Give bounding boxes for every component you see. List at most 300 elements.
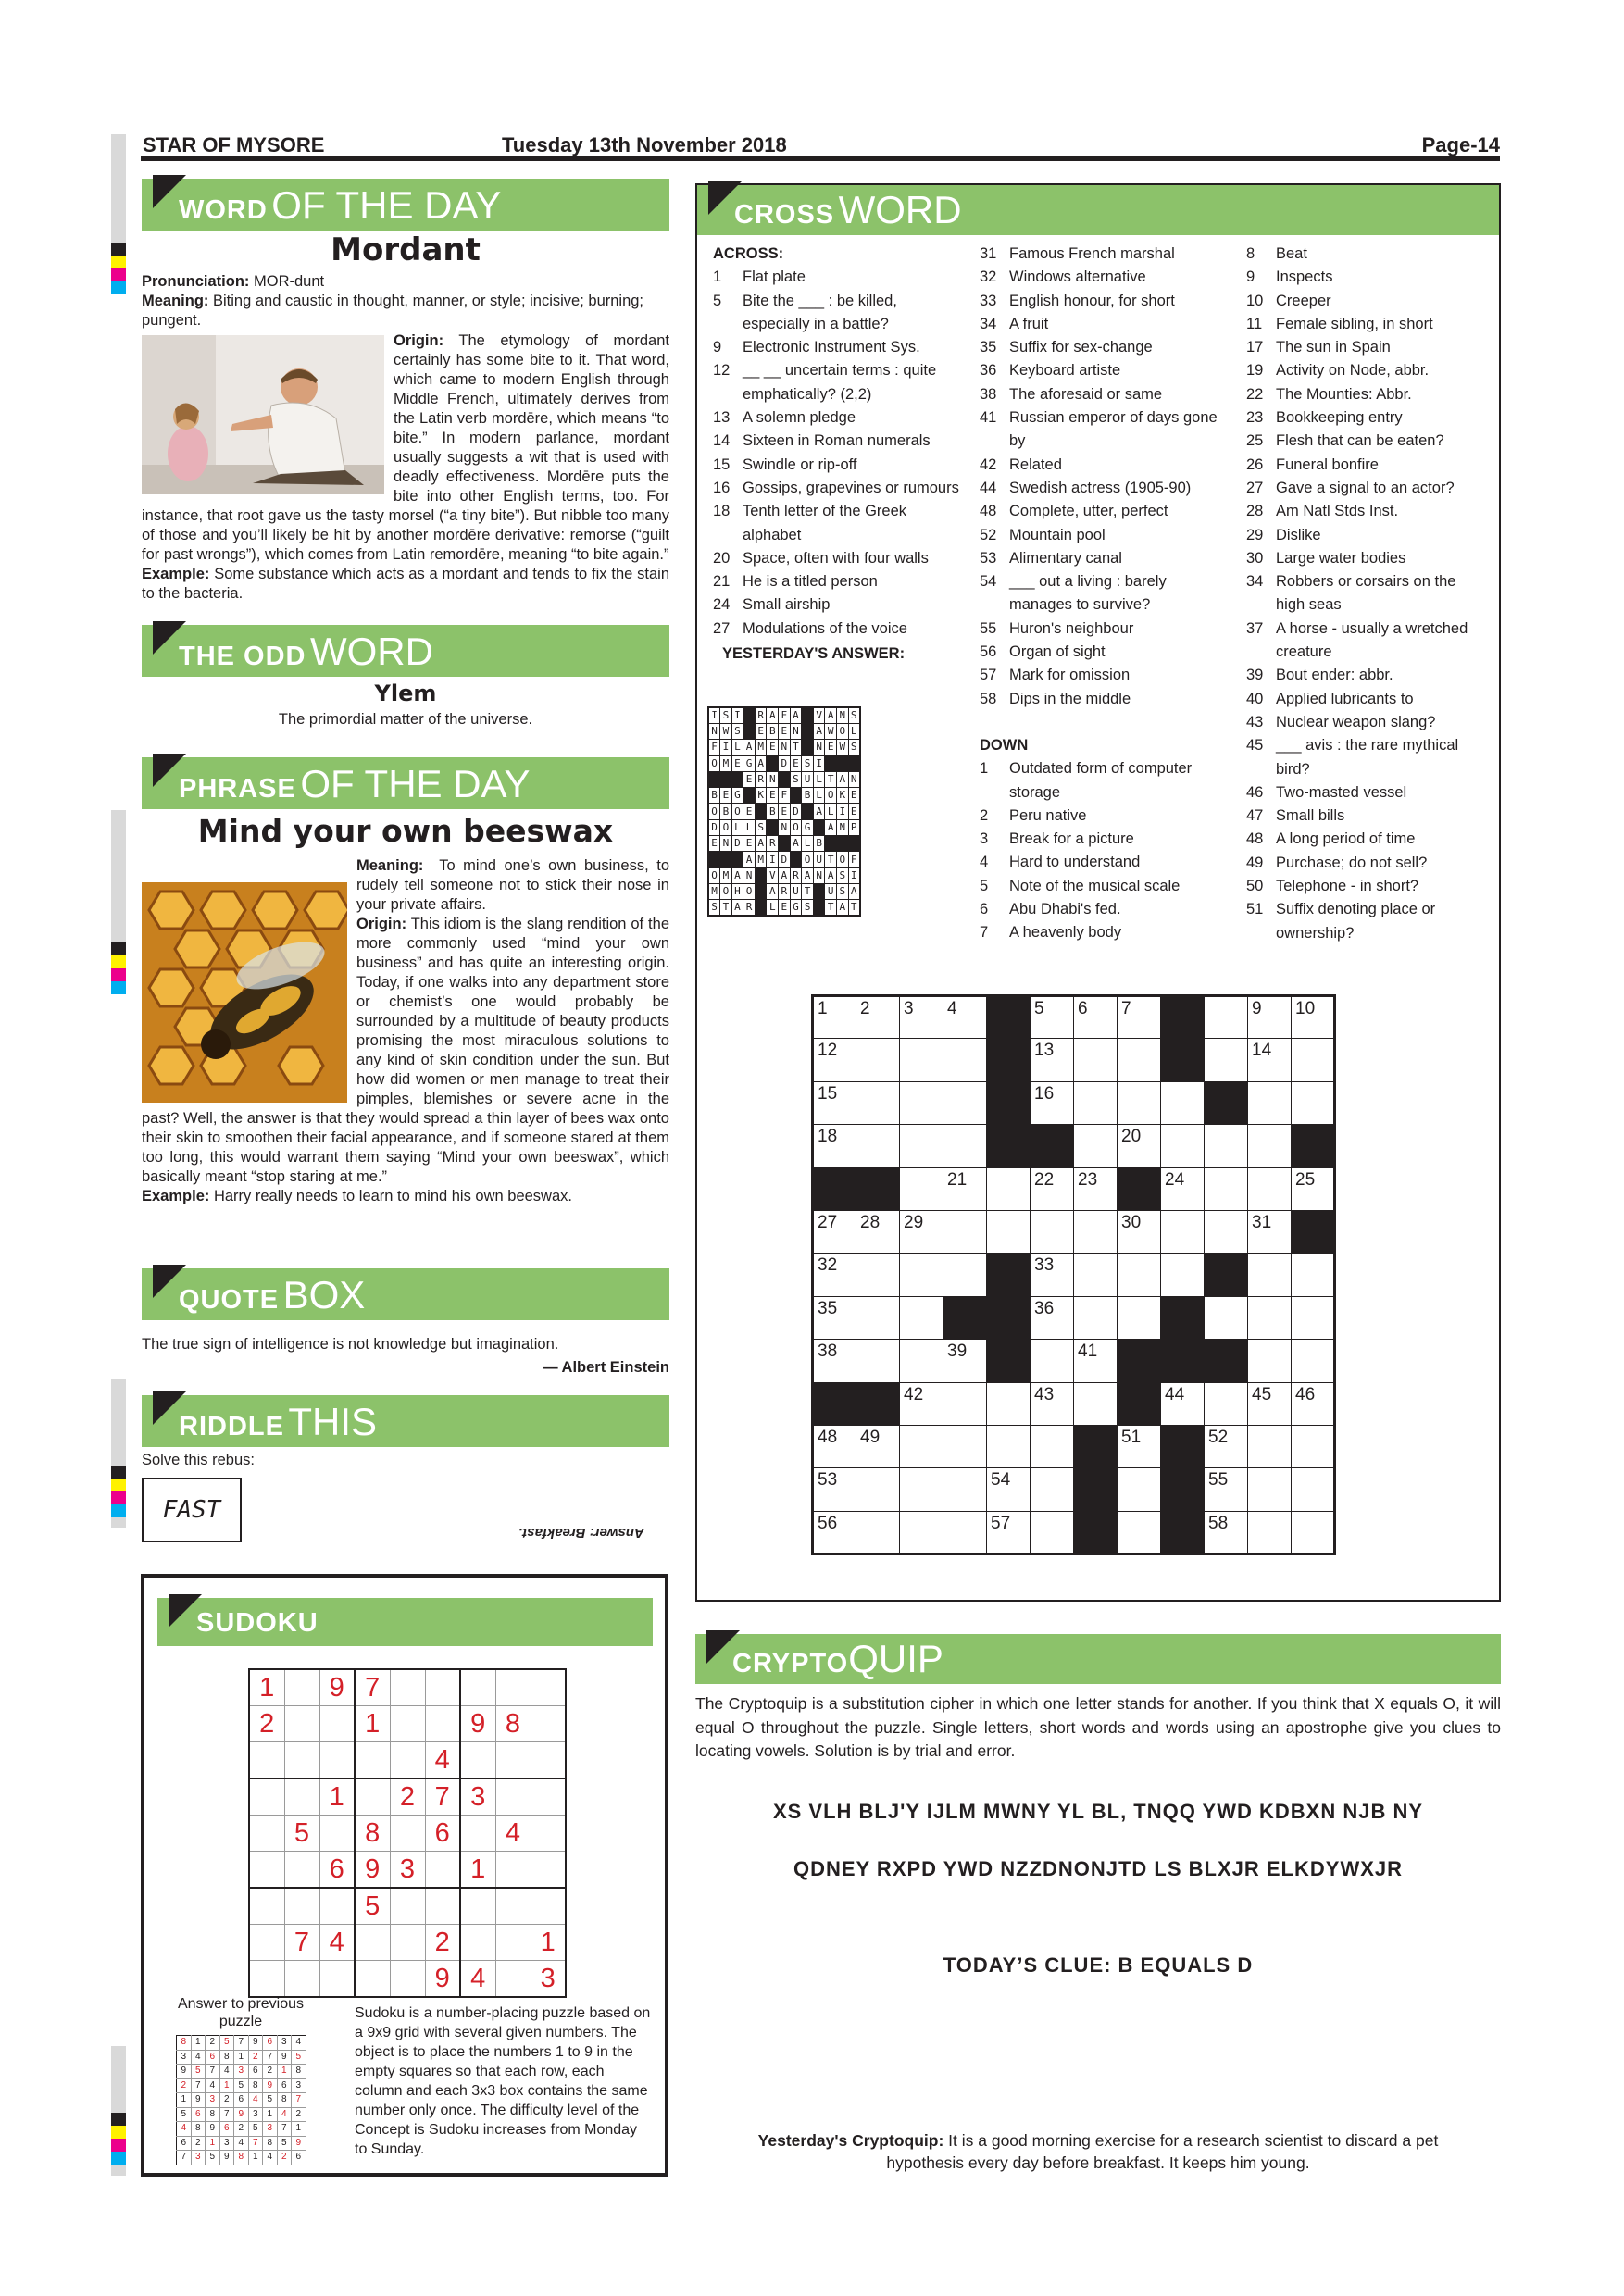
- prev-sudoku-cell: 3: [206, 2093, 220, 2108]
- crossword-cell[interactable]: [900, 1210, 943, 1253]
- answer-letter: T: [802, 883, 814, 899]
- clue-number: 52: [980, 526, 997, 543]
- crossword-cell[interactable]: [943, 1511, 987, 1554]
- crossword-cell[interactable]: [1074, 1125, 1118, 1167]
- crossword-cell[interactable]: [1248, 1382, 1292, 1425]
- sudoku-cell[interactable]: [495, 1888, 531, 1925]
- crossword-cell[interactable]: [1031, 1296, 1074, 1339]
- crossword-cell[interactable]: [943, 1210, 987, 1253]
- sudoku-cell[interactable]: [495, 1925, 531, 1961]
- crossword-cell[interactable]: [943, 1039, 987, 1081]
- crossword-cell[interactable]: [1074, 1081, 1118, 1124]
- clue-item: [1246, 383, 1489, 406]
- crossword-cell[interactable]: [1161, 1254, 1205, 1296]
- crossword-cell[interactable]: [1205, 996, 1248, 1039]
- answer-letter: N: [779, 740, 791, 755]
- black-square: [987, 1081, 1031, 1124]
- crossword-cell[interactable]: [987, 1511, 1031, 1554]
- clue-text: Dips in the middle: [1009, 690, 1131, 707]
- crossword-cell[interactable]: [1074, 1210, 1118, 1253]
- crossword-cell[interactable]: [813, 1081, 856, 1124]
- crossword-cell[interactable]: [1248, 1340, 1292, 1382]
- clue-number: 17: [1246, 339, 1264, 356]
- crossword-cell[interactable]: [1161, 1125, 1205, 1167]
- sudoku-cell: 1: [531, 1925, 566, 1961]
- crossword-cell[interactable]: [1248, 1468, 1292, 1511]
- clue-item: [713, 336, 963, 359]
- sudoku-cell[interactable]: [355, 1925, 390, 1961]
- answer-letter: B: [802, 788, 814, 804]
- crossword-cell[interactable]: [1292, 1468, 1335, 1511]
- answer-letter: A: [731, 900, 743, 917]
- crossword-cell[interactable]: [1292, 996, 1335, 1039]
- cell-number: 16: [1034, 1083, 1055, 1104]
- sudoku-cell: 3: [390, 1852, 425, 1889]
- crossword-cell[interactable]: [943, 1125, 987, 1167]
- clue-number: 50: [1246, 878, 1264, 895]
- crossword-cell[interactable]: [813, 1425, 856, 1467]
- black-square: [731, 852, 743, 867]
- prev-sudoku-cell: 2: [234, 2122, 249, 2137]
- prev-sudoku-cell: 3: [292, 2078, 306, 2093]
- clue-item: [980, 524, 1230, 547]
- crossword-cell[interactable]: [1031, 1382, 1074, 1425]
- clue-number: 9: [713, 339, 722, 356]
- answer-letter: N: [837, 819, 849, 835]
- answer-letter: T: [848, 900, 860, 917]
- sudoku-cell[interactable]: [531, 1706, 566, 1742]
- prev-sudoku-cell: 6: [277, 2078, 292, 2093]
- clue-text: Russian emperor of days gone by: [1009, 409, 1218, 450]
- prev-sudoku-cell: 6: [248, 2065, 263, 2079]
- answer-letter: A: [825, 867, 837, 883]
- crossword-cell[interactable]: [1031, 1081, 1074, 1124]
- crossword-cell[interactable]: [856, 1511, 900, 1554]
- answer-letter: U: [825, 883, 837, 899]
- crossword-cell[interactable]: [943, 996, 987, 1039]
- crossword-cell[interactable]: [856, 1210, 900, 1253]
- crossword-cell[interactable]: [1248, 996, 1292, 1039]
- crossword-cell[interactable]: [1161, 1081, 1205, 1124]
- sudoku-cell[interactable]: [460, 1816, 495, 1852]
- crossword-cell[interactable]: [943, 1340, 987, 1382]
- crossword-cell[interactable]: [1118, 1296, 1161, 1339]
- clue-item: [980, 477, 1230, 500]
- crossword-cell[interactable]: [1118, 1511, 1161, 1554]
- black-square: [1205, 1254, 1248, 1296]
- crossword-cell[interactable]: [1292, 1081, 1335, 1124]
- sudoku-cell[interactable]: [355, 1778, 390, 1816]
- answer-letter: N: [837, 707, 849, 724]
- clue-text: Female sibling, in short: [1276, 315, 1433, 332]
- answer-letter: A: [767, 883, 779, 899]
- black-square: [987, 1254, 1031, 1296]
- prev-sudoku-cell: 4: [292, 2036, 306, 2051]
- crossword-cell[interactable]: [813, 1340, 856, 1382]
- crossword-cell[interactable]: [900, 1296, 943, 1339]
- answer-letter: D: [731, 836, 743, 852]
- crossword-cell[interactable]: [1161, 1210, 1205, 1253]
- clue-number: 9: [1246, 268, 1255, 286]
- sudoku-cell[interactable]: [460, 1669, 495, 1706]
- crossword-cell[interactable]: [1074, 1296, 1118, 1339]
- crossword-cell[interactable]: [1074, 1382, 1118, 1425]
- answer-letter: A: [779, 867, 791, 883]
- black-square: [743, 788, 756, 804]
- sudoku-cell[interactable]: [319, 1816, 355, 1852]
- sudoku-cell[interactable]: [319, 1961, 355, 1998]
- crossword-cell[interactable]: [1248, 1210, 1292, 1253]
- crossword-cell[interactable]: [1248, 1125, 1292, 1167]
- prev-sudoku-cell: 4: [248, 2093, 263, 2108]
- crossword-cell[interactable]: [1292, 1340, 1335, 1382]
- sudoku-cell[interactable]: [495, 1669, 531, 1706]
- sudoku-cell[interactable]: [319, 1742, 355, 1779]
- black-square: [987, 996, 1031, 1039]
- crossword-cell[interactable]: [900, 1382, 943, 1425]
- crossword-cell[interactable]: [1031, 1039, 1074, 1081]
- sudoku-cell[interactable]: [495, 1742, 531, 1779]
- sudoku-cell[interactable]: [355, 1742, 390, 1779]
- cell-number: 57: [991, 1513, 1011, 1533]
- cell-number: 39: [947, 1341, 968, 1362]
- crossword-cell[interactable]: [943, 1425, 987, 1467]
- word-origin: Origin: The etymology of mordant certainly has some bite to it. That word, which came to modern English through Middle French, ultimately derives from the Latin verb mordēre, which means “to bite.” In modern parlance, mordant usually suggests a wit that is used with deadly effectiveness. Mordēre puts the bite into other English terms, too. For instance, that root gave us the tasty morsel (“a tiny bite”). But nibble too many of those and you’ll likely be hit by another mordēre derivative: remorse (“guilt for past wrongs”), which comes from Latin remordēre, meaning “to bite again.”: [142, 332, 669, 563]
- crossword-cell[interactable]: [856, 1468, 900, 1511]
- clue-text: Purchase; do not sell?: [1276, 854, 1428, 871]
- clue-text: Small bills: [1276, 807, 1345, 825]
- sudoku-cell[interactable]: [531, 1778, 566, 1816]
- sudoku-cell[interactable]: [390, 1669, 425, 1706]
- crossword-cell[interactable]: [1205, 1468, 1248, 1511]
- crossword-cell[interactable]: [856, 1125, 900, 1167]
- registration-marks: [111, 243, 126, 294]
- crossword-cell[interactable]: [856, 1039, 900, 1081]
- sudoku-cell[interactable]: [249, 1778, 284, 1816]
- clue-item: [980, 828, 1230, 851]
- crossword-cell[interactable]: [1074, 1254, 1118, 1296]
- clue-text: Alimentary canal: [1009, 549, 1122, 567]
- crossword-cell[interactable]: [1074, 996, 1118, 1039]
- crossword-cell[interactable]: [1205, 1425, 1248, 1467]
- clue-text: Sixteen in Roman numerals: [743, 432, 931, 450]
- sudoku-cell[interactable]: [390, 1816, 425, 1852]
- cryptoquip-clue: TODAY’S CLUE: B EQUALS D: [943, 1953, 1254, 1977]
- crossword-cell[interactable]: [1031, 1210, 1074, 1253]
- clue-item: [1246, 711, 1489, 734]
- crossword-cell[interactable]: [856, 1425, 900, 1467]
- clue-text: Flat plate: [743, 268, 806, 286]
- prev-sudoku-cell: 7: [219, 2107, 234, 2122]
- clue-item: [713, 359, 963, 406]
- sudoku-cell: 3: [460, 1778, 495, 1816]
- prev-sudoku-cell: 7: [177, 2151, 192, 2165]
- sudoku-cell[interactable]: [425, 1706, 460, 1742]
- clue-number: 58: [980, 690, 997, 707]
- crossword-cell[interactable]: [900, 996, 943, 1039]
- sudoku-cell[interactable]: [531, 1888, 566, 1925]
- sudoku-cell[interactable]: [425, 1852, 460, 1889]
- answer-letter: M: [755, 852, 767, 867]
- crossword-cell[interactable]: [900, 1511, 943, 1554]
- crossword-cell[interactable]: [1074, 1167, 1118, 1210]
- crossword-cell[interactable]: [1292, 1425, 1335, 1467]
- clue-item: [713, 500, 963, 547]
- answer-letter: O: [720, 819, 732, 835]
- clue-number: 57: [980, 667, 997, 684]
- crossword-cell[interactable]: [1118, 1425, 1161, 1467]
- clue-number: 1: [713, 268, 722, 286]
- sudoku-cell[interactable]: [390, 1742, 425, 1779]
- cell-number: 38: [818, 1341, 838, 1362]
- sudoku-cell[interactable]: [390, 1888, 425, 1925]
- crossword-cell[interactable]: [987, 1210, 1031, 1253]
- crossword-grid: [811, 994, 1336, 1555]
- crossword-cell[interactable]: [1248, 1254, 1292, 1296]
- clue-item: [1246, 243, 1489, 266]
- crossword-cell[interactable]: [813, 1039, 856, 1081]
- crossword-cell[interactable]: [1031, 1468, 1074, 1511]
- crossword-cell[interactable]: [1031, 1167, 1074, 1210]
- answer-letter: O: [837, 724, 849, 740]
- crossword-cell[interactable]: [1205, 1511, 1248, 1554]
- crossword-cell[interactable]: [1248, 1511, 1292, 1554]
- crossword-cell[interactable]: [1031, 1254, 1074, 1296]
- crossword-cell[interactable]: [1118, 1468, 1161, 1511]
- clue-text: Keyboard artiste: [1009, 362, 1121, 380]
- sudoku-cell[interactable]: [531, 1816, 566, 1852]
- crossword-cell[interactable]: [1292, 1296, 1335, 1339]
- crossword-cell[interactable]: [1248, 1425, 1292, 1467]
- crossword-cell[interactable]: [900, 1425, 943, 1467]
- clue-number: 54: [980, 573, 997, 591]
- crossword-cell[interactable]: [1031, 996, 1074, 1039]
- answer-letter: O: [825, 788, 837, 804]
- sudoku-cell[interactable]: [531, 1742, 566, 1779]
- answer-letter: I: [708, 707, 720, 724]
- prev-sudoku-cell: 5: [177, 2107, 192, 2122]
- crossword-cell[interactable]: [1161, 1167, 1205, 1210]
- black-square: [1161, 1039, 1205, 1081]
- sudoku-cell[interactable]: [284, 1961, 319, 1998]
- prev-sudoku-cell: 5: [191, 2065, 206, 2079]
- sudoku-cell: 6: [425, 1816, 460, 1852]
- sudoku-cell[interactable]: [531, 1669, 566, 1706]
- cell-number: 29: [904, 1212, 924, 1232]
- crossword-cell[interactable]: [1292, 1382, 1335, 1425]
- sudoku-cell[interactable]: [460, 1925, 495, 1961]
- crossword-cell[interactable]: [1248, 1039, 1292, 1081]
- crossword-cell[interactable]: [856, 1296, 900, 1339]
- crossword-cell[interactable]: [900, 1167, 943, 1210]
- crossword-cell[interactable]: [987, 1468, 1031, 1511]
- sudoku-cell[interactable]: [495, 1852, 531, 1889]
- crossword-cell[interactable]: [1205, 1039, 1248, 1081]
- black-square: [1118, 1167, 1161, 1210]
- sudoku-cell: 3: [531, 1961, 566, 1998]
- clue-number: 1: [980, 760, 989, 778]
- sudoku-cell[interactable]: [284, 1669, 319, 1706]
- crossword-cell[interactable]: [1205, 1125, 1248, 1167]
- crossword-cell[interactable]: [813, 1210, 856, 1253]
- sudoku-cell[interactable]: [249, 1852, 284, 1889]
- crossword-cell[interactable]: [813, 1468, 856, 1511]
- cell-number: 52: [1208, 1427, 1229, 1447]
- crossword-cell[interactable]: [1074, 1340, 1118, 1382]
- crossword-cell[interactable]: [1118, 1081, 1161, 1124]
- crossword-cell[interactable]: [856, 1254, 900, 1296]
- cell-number: 10: [1295, 999, 1316, 1018]
- sudoku-cell[interactable]: [249, 1925, 284, 1961]
- sudoku-cell[interactable]: [425, 1669, 460, 1706]
- word-meaning: Meaning: Biting and caustic in thought, manner, or style; incisive; burning; pungent.: [142, 293, 644, 329]
- crossword-cell[interactable]: [1292, 1511, 1335, 1554]
- answer-letter: G: [743, 755, 756, 771]
- crossword-cell[interactable]: [1292, 1167, 1335, 1210]
- crossword-cell[interactable]: [1292, 1254, 1335, 1296]
- crossword-cell[interactable]: [943, 1382, 987, 1425]
- black-square: [1074, 1511, 1118, 1554]
- clue-item: [713, 477, 963, 500]
- crossword-cell[interactable]: [943, 1254, 987, 1296]
- crossword-cell[interactable]: [813, 1254, 856, 1296]
- crossword-cell[interactable]: [900, 1081, 943, 1124]
- sudoku-cell[interactable]: [249, 1742, 284, 1779]
- crossword-cell[interactable]: [813, 1125, 856, 1167]
- crossword-cell[interactable]: [1161, 1382, 1205, 1425]
- registration-marks: [111, 1466, 126, 1517]
- quote-header: QUOTE BOX: [142, 1268, 669, 1320]
- cell-number: 6: [1078, 999, 1088, 1018]
- black-square: [779, 836, 791, 852]
- crossword-cell[interactable]: [987, 1425, 1031, 1467]
- crossword-cell[interactable]: [900, 1254, 943, 1296]
- clue-item: [1246, 875, 1489, 898]
- sudoku-cell[interactable]: [495, 1961, 531, 1998]
- cell-number: 28: [860, 1212, 881, 1232]
- prev-sudoku-cell: 6: [292, 2151, 306, 2165]
- crossword-cell[interactable]: [943, 1468, 987, 1511]
- crossword-cell[interactable]: [1205, 1210, 1248, 1253]
- black-square: [720, 852, 732, 867]
- answer-letter: I: [731, 707, 743, 724]
- crossword-cell[interactable]: [943, 1167, 987, 1210]
- cell-number: 7: [1121, 999, 1131, 1018]
- crossword-cell[interactable]: [1118, 1210, 1161, 1253]
- sudoku-cell[interactable]: [284, 1706, 319, 1742]
- sudoku-cell[interactable]: [390, 1961, 425, 1998]
- clue-item: [713, 430, 963, 453]
- sudoku-cell[interactable]: [319, 1888, 355, 1925]
- crossword-cell[interactable]: [1118, 1039, 1161, 1081]
- sudoku-cell[interactable]: [249, 1816, 284, 1852]
- sudoku-grid: [248, 1668, 567, 1998]
- sudoku-cell[interactable]: [425, 1888, 460, 1925]
- clue-number: 55: [980, 619, 997, 637]
- prev-sudoku-cell: 2: [277, 2151, 292, 2165]
- sudoku-cell[interactable]: [284, 1852, 319, 1889]
- crossword-cell[interactable]: [856, 1340, 900, 1382]
- crossword-cell[interactable]: [1074, 1039, 1118, 1081]
- sudoku-cell[interactable]: [460, 1742, 495, 1779]
- crossword-cell[interactable]: [987, 1167, 1031, 1210]
- crossword-cell[interactable]: [1248, 1081, 1292, 1124]
- crossword-cell[interactable]: [900, 1125, 943, 1167]
- sudoku-cell[interactable]: [284, 1888, 319, 1925]
- across-clues-col1: [713, 243, 963, 666]
- sudoku-cell[interactable]: [390, 1706, 425, 1742]
- crossword-cell[interactable]: [987, 1382, 1031, 1425]
- answer-letter: T: [825, 852, 837, 867]
- sudoku-cell[interactable]: [284, 1778, 319, 1816]
- crossword-cell[interactable]: [813, 996, 856, 1039]
- phrase-title: Mind your own beeswax: [197, 813, 614, 849]
- crossword-cell[interactable]: [1118, 996, 1161, 1039]
- crossword-cell[interactable]: [813, 1511, 856, 1554]
- crossword-cell[interactable]: [900, 1468, 943, 1511]
- crossword-cell[interactable]: [1248, 1167, 1292, 1210]
- crossword-cell[interactable]: [1292, 1039, 1335, 1081]
- clue-text: A horse - usually a wretched creature: [1276, 619, 1468, 661]
- clue-number: 30: [1246, 549, 1264, 567]
- black-square: [755, 900, 767, 917]
- crossword-cell[interactable]: [1205, 1382, 1248, 1425]
- word-example: Example: Some substance which acts as a mordant and tends to fix the stain to the bacteria.: [142, 566, 669, 602]
- clue-text: A heavenly body: [1009, 924, 1122, 942]
- sudoku-cell[interactable]: [249, 1961, 284, 1998]
- sudoku-cell[interactable]: [495, 1778, 531, 1816]
- clue-number: 10: [1246, 292, 1264, 309]
- answer-letter: A: [767, 707, 779, 724]
- sudoku-cell[interactable]: [390, 1925, 425, 1961]
- crossword-cell[interactable]: [943, 1081, 987, 1124]
- crossword-cell[interactable]: [900, 1039, 943, 1081]
- crossword-cell[interactable]: [1031, 1340, 1074, 1382]
- cell-number: 22: [1034, 1169, 1055, 1190]
- crossword-cell[interactable]: [1118, 1254, 1161, 1296]
- clue-item: [980, 406, 1230, 454]
- answer-letter: F: [708, 740, 720, 755]
- answer-letter: N: [848, 771, 860, 787]
- prev-sudoku-cell: 4: [263, 2151, 278, 2165]
- sudoku-cell[interactable]: [249, 1888, 284, 1925]
- crossword-cell[interactable]: [1031, 1425, 1074, 1467]
- crossword-cell[interactable]: [813, 1296, 856, 1339]
- prev-sudoku-cell: 6: [191, 2107, 206, 2122]
- crossword-cell[interactable]: [1205, 1296, 1248, 1339]
- crossword-cell[interactable]: [856, 996, 900, 1039]
- answer-letter: L: [848, 724, 860, 740]
- crossword-cell[interactable]: [856, 1081, 900, 1124]
- answer-letter: W: [837, 740, 849, 755]
- crossword-cell[interactable]: [1205, 1167, 1248, 1210]
- black-square: [837, 836, 849, 852]
- crossword-cell[interactable]: [1118, 1125, 1161, 1167]
- crossword-cell[interactable]: [900, 1340, 943, 1382]
- odd-word-title: Ylem: [374, 680, 437, 706]
- crossword-cell[interactable]: [1248, 1296, 1292, 1339]
- sudoku-cell[interactable]: [460, 1888, 495, 1925]
- black-square: [825, 755, 837, 771]
- crossword-cell[interactable]: [1031, 1511, 1074, 1554]
- sudoku-cell[interactable]: [284, 1742, 319, 1779]
- sudoku-cell[interactable]: [355, 1961, 390, 1998]
- sudoku-cell[interactable]: [531, 1852, 566, 1889]
- answer-letter: L: [813, 788, 825, 804]
- clue-item: [1246, 688, 1489, 711]
- sudoku-cell[interactable]: [319, 1706, 355, 1742]
- cell-number: 51: [1121, 1427, 1142, 1447]
